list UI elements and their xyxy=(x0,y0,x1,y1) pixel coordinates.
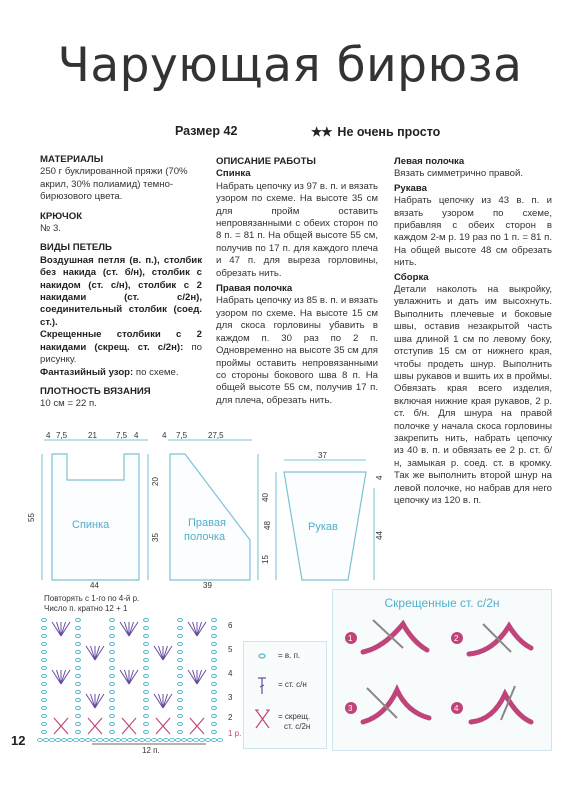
foundation-chain-mark xyxy=(73,739,78,742)
chain-mark xyxy=(110,698,115,701)
stitch-mark xyxy=(95,694,104,708)
chain-mark xyxy=(144,626,149,629)
back-dim-7: 20 xyxy=(151,477,160,486)
chain-mark xyxy=(76,682,81,685)
stitch-mark xyxy=(129,622,134,636)
chain-icon xyxy=(259,654,265,658)
back-dim-3: 21 xyxy=(88,431,97,440)
foundation-chain-mark xyxy=(151,739,156,742)
chain-mark xyxy=(144,730,149,733)
back-schematic xyxy=(27,431,160,590)
stitch-mark xyxy=(61,670,70,684)
chain-mark xyxy=(42,706,47,709)
chain-mark xyxy=(76,674,81,677)
chain-mark xyxy=(42,634,47,637)
left-front-text: Вязать симметрично правой. xyxy=(394,168,524,180)
foundation-chain-mark xyxy=(163,739,168,742)
chain-mark xyxy=(212,730,217,733)
chain-mark xyxy=(110,658,115,661)
chain-mark xyxy=(212,634,217,637)
chain-mark xyxy=(42,658,47,661)
chain-mark xyxy=(144,698,149,701)
tutorial-illustrations xyxy=(333,612,551,748)
stitch-mark xyxy=(163,694,172,708)
foundation-chain-mark xyxy=(109,739,114,742)
chain-mark xyxy=(110,714,115,717)
chain-mark xyxy=(144,674,149,677)
legend-cross-2: ст. с/2н xyxy=(284,722,311,731)
chain-mark xyxy=(76,618,81,621)
chain-mark xyxy=(110,690,115,693)
stitch-mark xyxy=(61,622,66,636)
foundation-chain-mark xyxy=(43,739,48,742)
chain-mark xyxy=(178,730,183,733)
stitch-mark xyxy=(188,622,197,636)
foundation-chain-mark xyxy=(127,739,132,742)
front-dim-5: 15 xyxy=(261,555,270,564)
chain-mark xyxy=(212,642,217,645)
back-dim-2: 7,5 xyxy=(56,431,68,440)
sleeve-label: Рукав xyxy=(308,521,338,533)
foundation-chain-mark xyxy=(205,739,210,742)
assembly-heading: Сборка xyxy=(394,271,429,283)
chain-mark xyxy=(212,650,217,653)
foundation-chain-mark xyxy=(115,739,120,742)
stitch-mark xyxy=(193,670,198,684)
legend-chain: = в. п. xyxy=(278,651,301,660)
chain-mark xyxy=(110,634,115,637)
row-label-2: 2 xyxy=(228,713,233,722)
middle-column xyxy=(216,156,378,407)
materials-heading: МАТЕРИАЛЫ xyxy=(40,154,104,165)
legend-symbols xyxy=(254,648,274,744)
stitch-mark xyxy=(52,670,61,684)
chain-mark xyxy=(42,674,47,677)
chain-mark xyxy=(178,674,183,677)
chain-mark xyxy=(178,626,183,629)
stitch-mark xyxy=(197,670,202,684)
stitch-mark xyxy=(163,694,168,708)
chain-mark xyxy=(76,666,81,669)
foundation-chain-mark xyxy=(169,739,174,742)
chain-mark xyxy=(178,642,183,645)
chain-mark xyxy=(144,722,149,725)
chain-mark xyxy=(212,618,217,621)
stitch-mark xyxy=(188,670,197,684)
chain-mark xyxy=(144,650,149,653)
chain-mark xyxy=(212,674,217,677)
chain-mark xyxy=(76,642,81,645)
chain-mark xyxy=(178,634,183,637)
chain-mark xyxy=(212,690,217,693)
stitch-mark xyxy=(193,622,198,636)
back-text: Набрать цепочку из 97 в. п. и вязать узором по схеме. На высоте 35 см для пройм оставить непровязанными с обеих сторон по 8 п. = 81 п. На общей высоте 55 см, получив по 17 п. для каждого плеча и 47 п. для выреза горловины, обрезать нить. xyxy=(216,180,378,279)
difficulty-stars: ★★ xyxy=(311,125,332,139)
chain-mark xyxy=(178,706,183,709)
hook-text: № 3. xyxy=(40,223,61,235)
crossed-rest: по рисунку. xyxy=(40,341,202,366)
back-dim-6: 55 xyxy=(27,513,36,522)
front-dim-3: 27,5 xyxy=(208,431,224,440)
foundation-chain-mark xyxy=(181,739,186,742)
foundation-chain-mark xyxy=(49,739,54,742)
chart-width-label: 12 п. xyxy=(142,746,160,754)
stitch-mark xyxy=(129,622,138,636)
front-dim-6: 39 xyxy=(203,581,212,590)
foundation-chain-mark xyxy=(97,739,102,742)
loops-text: Воздушная петля (в. п.), столбик без накида (ст. б/н), столбик с накидом (ст. с/н), столбик с 2 накидами (ст. с/2н), соединительный столбик (соед. ст.). xyxy=(40,254,202,328)
hook-heading: КРЮЧОК xyxy=(40,210,83,222)
row-label-1: 1 р. xyxy=(228,729,242,738)
stitch-mark xyxy=(95,646,100,660)
garment-schematics xyxy=(0,430,580,590)
crossed-bold: Скрещенные столбики с 2 накидами (скрещ. ст. с/2н): xyxy=(40,329,202,353)
stitch-mark xyxy=(95,646,104,660)
stitch-mark xyxy=(57,670,62,684)
crossed-text xyxy=(40,329,202,366)
chain-mark xyxy=(42,730,47,733)
tutorial-caption: Скрещенные ст. с/2н xyxy=(384,596,500,610)
stitch-mark xyxy=(125,622,130,636)
foundation-chain-mark xyxy=(145,739,150,742)
step-2-number: 2 xyxy=(454,634,459,643)
stitch-mark xyxy=(197,622,206,636)
chain-mark xyxy=(42,650,47,653)
left-front-heading: Левая полочка xyxy=(394,156,465,167)
stitch-mark xyxy=(129,670,134,684)
chain-mark xyxy=(144,658,149,661)
stitch-mark xyxy=(120,670,129,684)
row-label-4: 4 xyxy=(228,669,233,678)
sleeve-dim-1: 37 xyxy=(318,451,327,460)
foundation-chain-mark xyxy=(61,739,66,742)
page-title: Чарующая бирюза xyxy=(57,38,523,93)
stitch-mark xyxy=(86,694,95,708)
chain-mark xyxy=(76,690,81,693)
stitch-mark xyxy=(52,622,61,636)
crossed-stitch-tutorial xyxy=(332,589,552,751)
chain-mark xyxy=(76,626,81,629)
chain-mark xyxy=(144,618,149,621)
chain-mark xyxy=(212,722,217,725)
front-dim-2: 7,5 xyxy=(176,431,188,440)
stitch-mark xyxy=(163,646,168,660)
chain-mark xyxy=(212,666,217,669)
density-text: 10 см = 22 п. xyxy=(40,398,97,410)
legend-cross-1: = скрещ. xyxy=(278,712,311,721)
left-column xyxy=(40,154,202,411)
chain-mark xyxy=(178,618,183,621)
front-dim-4: 40 xyxy=(261,493,270,502)
stitch-mark xyxy=(197,622,202,636)
foundation-chain-mark xyxy=(139,739,144,742)
chain-mark xyxy=(42,690,47,693)
chain-mark xyxy=(110,674,115,677)
front-label-2: полочка xyxy=(184,531,226,543)
description-heading: ОПИСАНИЕ РАБОТЫ xyxy=(216,156,316,167)
back-dim-9: 44 xyxy=(90,581,99,590)
sleeve-dim-4: 44 xyxy=(375,531,384,540)
step-3-illustration xyxy=(345,688,429,722)
foundation-chain-mark xyxy=(157,739,162,742)
chain-mark xyxy=(110,730,115,733)
back-heading: Спинка xyxy=(216,168,251,180)
difficulty xyxy=(311,124,440,139)
row-label-3: 3 xyxy=(228,693,233,702)
chain-mark xyxy=(110,722,115,725)
stitch-mark xyxy=(91,694,96,708)
stitch-mark xyxy=(91,646,96,660)
sleeve-heading: Рукава xyxy=(394,182,427,194)
foundation-chain-mark xyxy=(85,739,90,742)
step-3-number: 3 xyxy=(348,704,353,713)
right-front-text: Набрать цепочку из 85 в. п. и вязать узором по схеме. На высоте 15 см для скоса горловины убавить в каждом п. 30 раз по 2 п. Одновременно на высоте 35 см для проймы оставить непровязанными со стороны бокового шва 8 п. На общей высоте 55 см, получив 17 п. для плеча, обрезать нить. xyxy=(216,295,378,406)
right-front-heading: Правая полочка xyxy=(216,283,293,295)
back-dim-1: 4 xyxy=(46,431,51,440)
difficulty-label: Не очень просто xyxy=(337,125,441,139)
assembly-text: Детали наколоть на выкройку, увлажнить и дать им высохнуть. Выполнить плечевые и боковые швы, оставив незакрытой часть шва длиной 1 см по левому боку, отступив 15 см от нижнего края, чтобы продеть шнур. Выполнить швы рукавов и вшить их в проймы. Обвязать края всего изделия, включая нижние края рукавов, 2 р. ст. б/н. Для шнура на правой полочке у начала скоса горловины закрепить нить, набрать цепочку из 40 в. п. и обвязать ее 2 р. ст. б/н, замыкая р. соед. ст. в кромку. Так же выполнить второй шнур на левой полочке, но набрав для него цепочку из 120 в. п. xyxy=(394,284,552,506)
foundation-chain-mark xyxy=(67,739,72,742)
chain-mark xyxy=(110,626,115,629)
foundation-chain-mark xyxy=(79,739,84,742)
step-1-number: 1 xyxy=(348,634,353,643)
foundation-chain-mark xyxy=(175,739,180,742)
foundation-chain-mark xyxy=(103,739,108,742)
chain-mark xyxy=(110,706,115,709)
foundation-chain-mark xyxy=(133,739,138,742)
chain-mark xyxy=(178,714,183,717)
repeat-line-2: Число п. кратно 12 + 1 xyxy=(44,604,128,613)
chain-mark xyxy=(144,706,149,709)
stitch-mark xyxy=(129,670,138,684)
fantasy-rest: по схеме. xyxy=(133,366,179,378)
density-heading: ПЛОТНОСТЬ ВЯЗАНИЯ xyxy=(40,385,151,397)
chart-repeat-note xyxy=(44,594,139,614)
stitch-mark xyxy=(154,646,163,660)
step-4-number: 4 xyxy=(454,704,459,713)
foundation-chain-mark xyxy=(199,739,204,742)
chain-mark xyxy=(76,658,81,661)
chain-mark xyxy=(212,658,217,661)
materials-text: 250 г буклированной пряжи (70% акрил, 30% полиамид) темно-бирюзового цвета. xyxy=(40,166,188,203)
chain-mark xyxy=(144,642,149,645)
size-label: Размер 42 xyxy=(175,124,238,138)
back-dim-4: 7,5 xyxy=(116,431,128,440)
stitch-mark xyxy=(159,646,164,660)
chain-mark xyxy=(110,666,115,669)
chain-mark xyxy=(144,714,149,717)
stitch-mark xyxy=(163,646,172,660)
chain-mark xyxy=(110,618,115,621)
fantasy-bold: Фантазийный узор: xyxy=(40,366,134,378)
chain-mark xyxy=(178,666,183,669)
chain-mark xyxy=(144,690,149,693)
stitch-chart xyxy=(36,614,246,754)
chain-mark xyxy=(76,714,81,717)
foundation-chain-mark xyxy=(187,739,192,742)
chain-mark xyxy=(42,698,47,701)
stitch-mark xyxy=(159,694,164,708)
chain-mark xyxy=(212,714,217,717)
chain-mark xyxy=(76,706,81,709)
stitch-mark xyxy=(61,622,70,636)
chain-mark xyxy=(76,634,81,637)
chart-marks xyxy=(37,618,222,741)
chain-mark xyxy=(144,666,149,669)
double-crochet-icon xyxy=(258,678,266,694)
chain-mark xyxy=(212,698,217,701)
foundation-chain-mark xyxy=(55,739,60,742)
chain-mark xyxy=(178,682,183,685)
right-front-schematic xyxy=(162,431,270,590)
chain-mark xyxy=(42,682,47,685)
sleeve-dim-3: 48 xyxy=(263,521,272,530)
chain-mark xyxy=(76,698,81,701)
chain-mark xyxy=(110,642,115,645)
row-label-6: 6 xyxy=(228,621,233,630)
chain-mark xyxy=(178,698,183,701)
step-2-illustration xyxy=(451,624,531,654)
stitch-mark xyxy=(95,694,100,708)
chain-mark xyxy=(144,682,149,685)
chain-mark xyxy=(76,730,81,733)
fantasy-text xyxy=(40,367,202,379)
chain-mark xyxy=(110,682,115,685)
back-dim-8: 35 xyxy=(151,533,160,542)
chart-legend xyxy=(243,641,327,749)
chain-mark xyxy=(212,682,217,685)
stitch-mark xyxy=(86,646,95,660)
foundation-chain-mark xyxy=(121,739,126,742)
chain-mark xyxy=(212,626,217,629)
back-dim-5: 4 xyxy=(134,431,139,440)
step-1-illustration xyxy=(345,620,427,652)
page-number: 12 xyxy=(11,733,26,748)
chain-mark xyxy=(212,706,217,709)
chain-mark xyxy=(42,642,47,645)
back-label: Спинка xyxy=(72,519,110,531)
chain-mark xyxy=(42,618,47,621)
chain-mark xyxy=(42,666,47,669)
chain-mark xyxy=(178,722,183,725)
chain-mark xyxy=(178,650,183,653)
chain-mark xyxy=(178,690,183,693)
chain-mark xyxy=(42,626,47,629)
step-4-illustration xyxy=(451,686,531,722)
stitch-mark xyxy=(125,670,130,684)
crossed-stitch-icon xyxy=(255,710,270,728)
sleeve-dim-2: 4 xyxy=(375,475,384,480)
row-label-5: 5 xyxy=(228,645,233,654)
stitch-mark xyxy=(61,670,66,684)
front-dim-1: 4 xyxy=(162,431,167,440)
repeat-line-1: Повторять с 1-го по 4-й р. xyxy=(44,594,140,603)
chain-mark xyxy=(76,722,81,725)
chain-mark xyxy=(110,650,115,653)
sleeve-schematic xyxy=(263,451,384,580)
stitch-mark xyxy=(57,622,62,636)
foundation-chain-mark xyxy=(37,739,42,742)
chain-mark xyxy=(144,634,149,637)
foundation-chain-mark xyxy=(91,739,96,742)
stitch-mark xyxy=(154,694,163,708)
chain-mark xyxy=(178,658,183,661)
stitch-mark xyxy=(197,670,206,684)
foundation-chain-mark xyxy=(193,739,198,742)
loops-heading: ВИДЫ ПЕТЕЛЬ xyxy=(40,242,112,254)
sleeve-text: Набрать цепочку из 43 в. п. и вязать узором по схеме, прибавляя с обеих сторон в каждом 2-м р. 19 раз по 1 п. = 81 п. На общей высоте 48 см обрезать нить. xyxy=(394,195,552,269)
chain-mark xyxy=(42,714,47,717)
front-label-1: Правая xyxy=(188,517,226,529)
chain-mark xyxy=(76,650,81,653)
legend-dc: = ст. с/н xyxy=(278,680,307,689)
chain-mark xyxy=(42,722,47,725)
foundation-chain-mark xyxy=(211,739,216,742)
stitch-mark xyxy=(120,622,129,636)
foundation-chain-mark xyxy=(217,739,222,742)
